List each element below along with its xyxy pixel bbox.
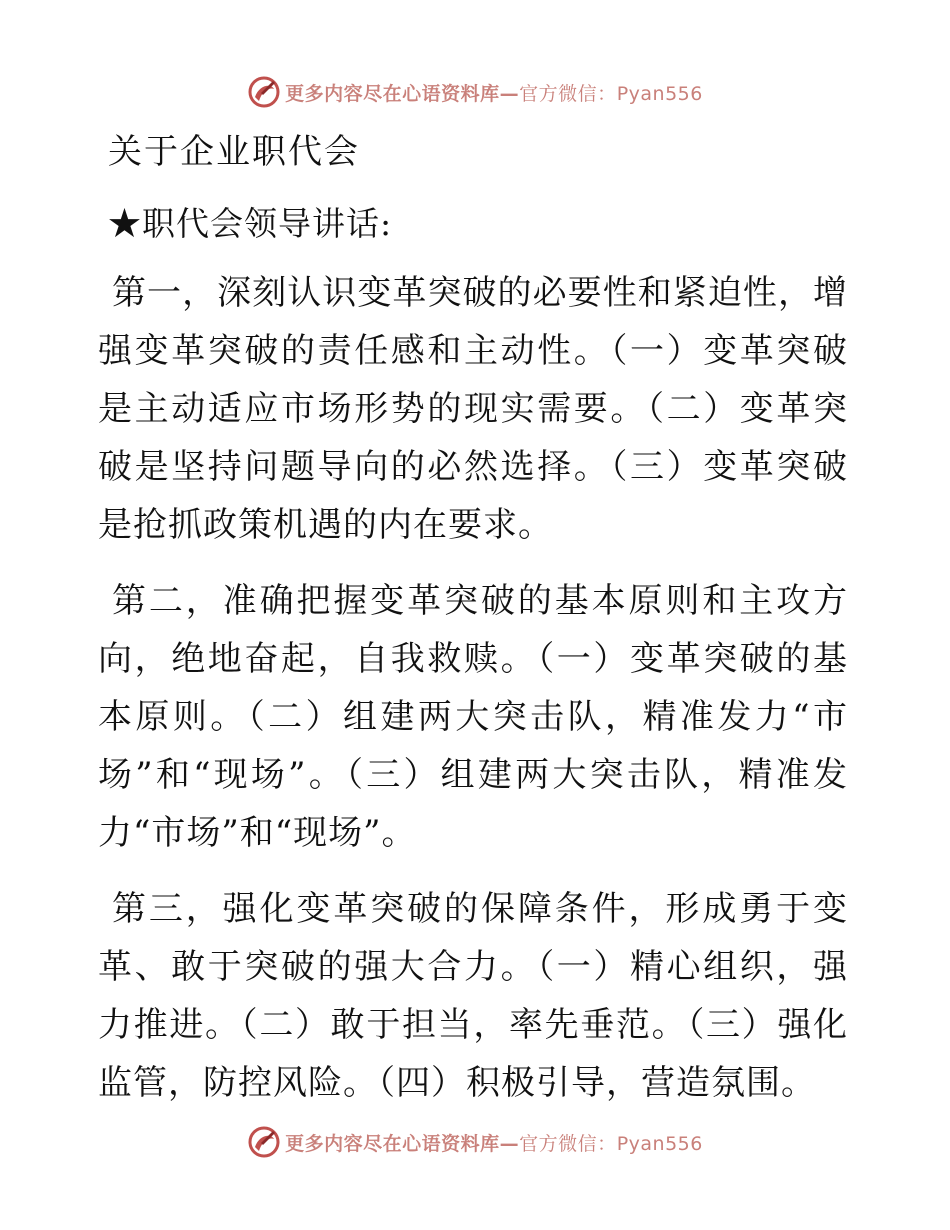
header-watermark-banner — [0, 72, 950, 112]
paragraph-1: 第一，深刻认识变革突破的必要性和紧迫性，增强变革突破的责任感和主动性。（一）变革突破是主动适应市场形势的现实需要。（二）变革突破是坚持问题导向的必然选择。（三）变革突破是抢抓政策机遇的内在要求。 — [98, 273, 848, 545]
banner-text: 更多内容尽在心语资料库 — [285, 82, 500, 105]
banner-wechat-label: 官方微信： — [519, 82, 617, 105]
banner-text: 更多内容尽在心语资料库 — [285, 1132, 500, 1155]
paragraph-3: 第三，强化变革突破的保障条件，形成勇于变革、敢于突破的强大合力。（一）精心组织，强力推进。（二）敢于担当，率先垂范。（三）强化监管，防控风险。（四）积极引导，营造氛围。 — [98, 889, 848, 1103]
red-swirl-logo-icon — [247, 75, 281, 109]
red-swirl-logo-icon — [247, 1125, 281, 1159]
banner-dash: — — [499, 1132, 520, 1155]
banner-dash: — — [499, 82, 520, 105]
banner-wechat-id: Pyan556 — [616, 82, 703, 105]
banner-wechat-id: Pyan556 — [616, 1132, 703, 1155]
paragraph-2: 第二，准确把握变革突破的基本原则和主攻方向，绝地奋起，自我救赎。（一）变革突破的基本原则。（二）组建两大突击队，精准发力“市场”和“现场”。（三）组建两大突击队，精准发力“市场”和“现场”。 — [98, 581, 848, 853]
document-title: 关于企业职代会 — [108, 132, 360, 172]
banner-wechat-label: 官方微信： — [519, 1132, 617, 1155]
section-heading: ★职代会领导讲话: — [108, 204, 393, 243]
footer-watermark-banner — [0, 1122, 950, 1162]
